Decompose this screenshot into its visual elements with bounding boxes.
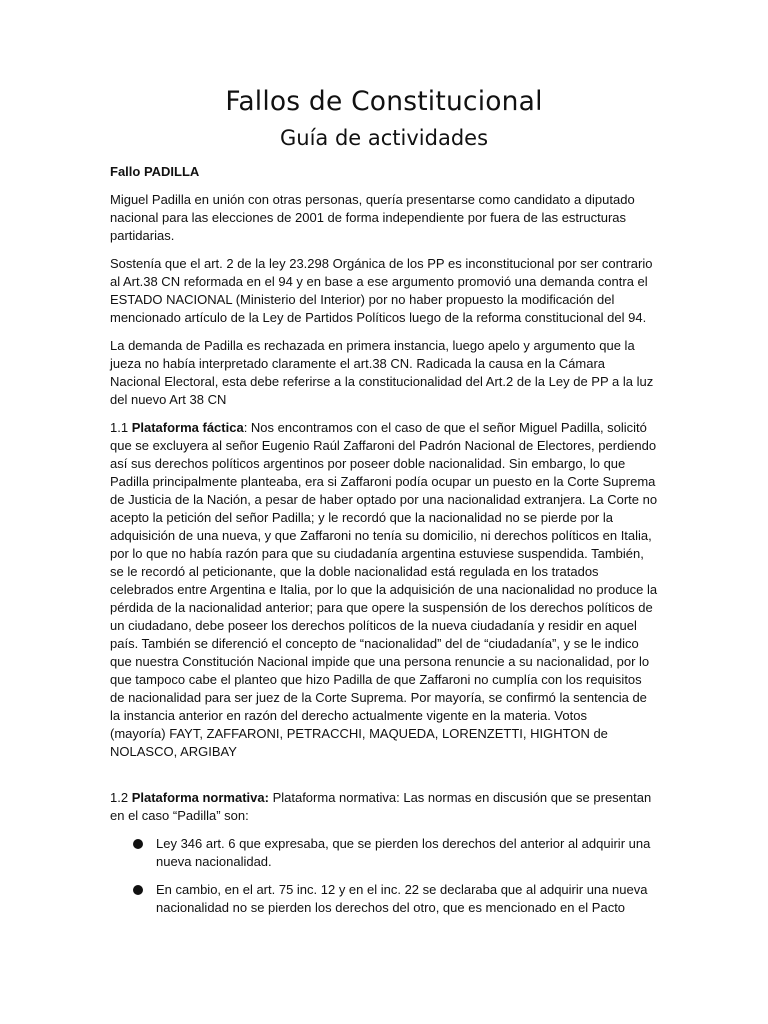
section-text: : Nos encontramos con el caso de que el señor Miguel Padilla, solicitó que se excluyera al señor Eugenio Raúl Zaffaroni del Padrón Nacional de Electores, perdiendo así sus derechos políticos argentinos por poseer doble nacionalidad. Sin embargo, lo que Padilla principalmente planteaba, era si Zaffaroni podía ocupar un puesto en la Corte Suprema de Justicia de la Nación, a pesar de haber optado por una nacionalidad extranjera. La Corte no acepto la petición del señor Padilla; y le recordó que la nacionalidad no se pierde por la adquisición de una nueva, y que Zaffaroni no tenía su domicilio, ni derechos políticos en Italia, por lo que no había razón para que su ciudadanía argentina estuviese suspendida. También, se le recordó al peticionante, que la doble nacionalidad está regulada en los tratados celebrados entre Argentina e Italia, por lo que la adquisición de una nacionalidad no produce la pérdida de la nacionalidad anterior; para que opere la suspensión de los derechos políticos de un ciudadano, debe poseer los derechos políticos de la nueva ciudadanía y residir en aquel país. También se diferenció el concepto de “nacionalidad” del de “ciudadanía”, y se le indico que nuestra Constitución Nacional impide que una persona renuncie a su nacionalidad, por lo que tampoco cabe el planteo que hizo Padilla de que Zaffaroni no cumplía con los requisitos de nacionalidad para ser juez de la Corte Suprema. Por mayoría, se confirmó la sentencia de la instancia anterior en razón del derecho actualmente vigente en la materia. Votos (110, 420, 658, 723)
section-factual-platform (110, 419, 658, 761)
bullet-icon (133, 839, 143, 849)
section-votes: (mayoría) FAYT, ZAFFARONI, PETRACCHI, MAQUEDA, LORENZETTI, HIGHTON de NOLASCO, ARGIBAY (110, 726, 608, 759)
section-label: Plataforma normativa: (131, 790, 269, 805)
section-number: 1.1 (110, 420, 132, 435)
section-number: 1.2 (110, 790, 132, 805)
bullet-icon (133, 885, 143, 895)
document-title: Fallos de Constitucional (225, 86, 543, 117)
case-heading: Fallo PADILLA (110, 164, 200, 179)
list-item-text: En cambio, en el art. 75 inc. 12 y en el inc. 22 se declaraba que al adquirir una nueva nacionalidad no se pierden los derechos del otro, que es mencionado en el Pacto (156, 882, 648, 915)
document-subtitle: Guía de actividades (279, 126, 489, 150)
norms-list (110, 835, 658, 917)
list-item (110, 835, 658, 871)
paragraph-1: Miguel Padilla en unión con otras personas, quería presentarse como candidato a diputado nacional para las elecciones de 2001 de forma independiente por fuera de las estructuras partidarias. (110, 192, 635, 243)
paragraph-3: La demanda de Padilla es rechazada en primera instancia, luego apelo y argumento que la jueza no había interpretado claramente el art.38 CN. Radicada la causa en la Cámara Nacional Electoral, esta debe referirse a la constitucionalidad del Art.2 de la Ley de PP a la luz del nuevo Art 38 CN (110, 338, 654, 407)
list-item (110, 881, 658, 917)
list-item-text: Ley 346 art. 6 que expresaba, que se pierden los derechos del anterior al adquirir una nueva nacionalidad. (156, 836, 651, 869)
paragraph-2: Sostenía que el art. 2 de la ley 23.298 Orgánica de los PP es inconstitucional por ser contrario al Art.38 CN reformada en el 94 y en base a ese argumento promovió una demanda contra el ESTADO NACIONAL (Ministerio del Interior) por no haber propuesto la modificación del mencionado artículo de la Ley de Partidos Políticos luego de la reforma constitucional del 94. (110, 256, 653, 325)
section-normative-platform (110, 789, 658, 825)
section-text: Plataforma normativa: Las normas en discusión que se presentan en el caso “Padilla” son: (110, 790, 652, 823)
section-label: Plataforma fáctica (131, 420, 244, 435)
